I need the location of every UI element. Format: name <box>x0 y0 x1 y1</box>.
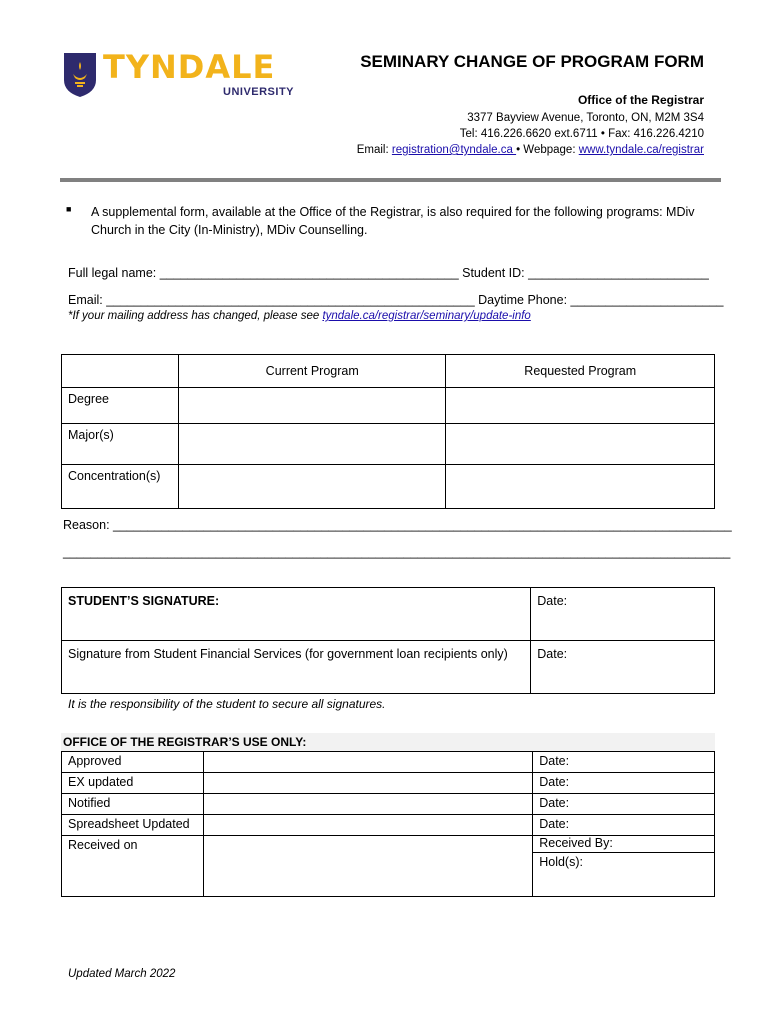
office-row-label: Approved <box>62 752 204 773</box>
requested-major-cell[interactable] <box>446 424 715 465</box>
office-row-date[interactable]: Date: <box>533 815 715 836</box>
office-row-value[interactable] <box>203 752 532 773</box>
tyndale-logo <box>63 50 303 102</box>
form-title: SEMINARY CHANGE OF PROGRAM FORM <box>360 52 704 71</box>
current-degree-cell[interactable] <box>178 388 446 424</box>
shield-lamp-icon <box>63 52 97 98</box>
reason-line-2[interactable]: ________________________________________________________________________________________________ <box>63 545 731 559</box>
header-divider <box>60 178 721 182</box>
financial-signature-date[interactable]: Date: <box>531 641 715 694</box>
email-label: Email: <box>356 144 392 156</box>
requested-program-header: Requested Program <box>446 355 715 388</box>
name-id-line[interactable]: Full legal name: ___________________________________________ Student ID: __________________________ <box>68 266 709 280</box>
office-use-table <box>61 751 715 897</box>
received-by-label: Received By: <box>533 836 714 853</box>
reason-line-1[interactable]: Reason: _________________________________________________________________________________________ <box>63 518 732 532</box>
office-contact <box>357 144 704 156</box>
office-row-date[interactable]: Date: <box>533 794 715 815</box>
supplemental-notice: A supplemental form, available at the Office of the Registrar, is also required for the following programs: MDiv Church in the City (In-Ministry), MDiv Counselling. <box>91 205 695 237</box>
office-row-label: Spreadsheet Updated <box>62 815 204 836</box>
address-note-text: *If your mailing address has changed, please see <box>68 310 323 322</box>
logo-subtitle: UNIVERSITY <box>223 86 295 98</box>
student-signature-field[interactable]: STUDENT’S SIGNATURE: <box>62 588 531 641</box>
web-label: • Webpage: <box>516 144 579 156</box>
program-table <box>61 354 715 509</box>
bullet-icon: ■ <box>66 204 72 214</box>
email-link[interactable]: registration@tyndale.ca <box>391 144 517 156</box>
financial-signature-field[interactable]: Signature from Student Financial Services (for government loan recipients only) <box>62 641 531 694</box>
student-signature-date[interactable]: Date: <box>531 588 715 641</box>
updated-date: Updated March 2022 <box>68 968 176 980</box>
responsibility-note: It is the responsibility of the student to secure all signatures. <box>68 697 386 711</box>
office-row-value[interactable] <box>203 815 532 836</box>
requested-degree-cell[interactable] <box>446 388 715 424</box>
row-label-degree: Degree <box>62 388 179 424</box>
received-on-label: Received on <box>62 836 204 897</box>
received-by-cell[interactable] <box>533 836 715 897</box>
office-phone: Tel: 416.226.6620 ext.6711 • Fax: 416.226.4210 <box>459 128 704 140</box>
office-row-value[interactable] <box>203 773 532 794</box>
office-name: Office of the Registrar <box>577 93 704 107</box>
email-phone-line[interactable]: Email: _____________________________________________________ Daytime Phone: ______________________ <box>68 293 724 307</box>
current-major-cell[interactable] <box>178 424 446 465</box>
office-row-label: Notified <box>62 794 204 815</box>
holds-label: Hold(s): <box>539 855 583 869</box>
logo-wordmark: TYNDALE <box>103 48 276 86</box>
office-row-date[interactable]: Date: <box>533 752 715 773</box>
office-use-title: OFFICE OF THE REGISTRAR’S USE ONLY: <box>61 733 715 751</box>
address-note <box>68 310 531 322</box>
web-link[interactable]: www.tyndale.ca/registrar <box>578 144 704 156</box>
current-program-header: Current Program <box>178 355 446 388</box>
row-label-major: Major(s) <box>62 424 179 465</box>
office-row-label: EX updated <box>62 773 204 794</box>
requested-concentration-cell[interactable] <box>446 465 715 509</box>
program-table-corner <box>62 355 179 388</box>
current-concentration-cell[interactable] <box>178 465 446 509</box>
signature-table <box>61 587 715 694</box>
received-on-value[interactable] <box>203 836 532 897</box>
update-info-link[interactable]: tyndale.ca/registrar/seminary/update-info <box>322 310 531 322</box>
office-row-value[interactable] <box>203 794 532 815</box>
office-address: 3377 Bayview Avenue, Toronto, ON, M2M 3S4 <box>467 112 704 124</box>
office-row-date[interactable]: Date: <box>533 773 715 794</box>
row-label-concentration: Concentration(s) <box>62 465 179 509</box>
